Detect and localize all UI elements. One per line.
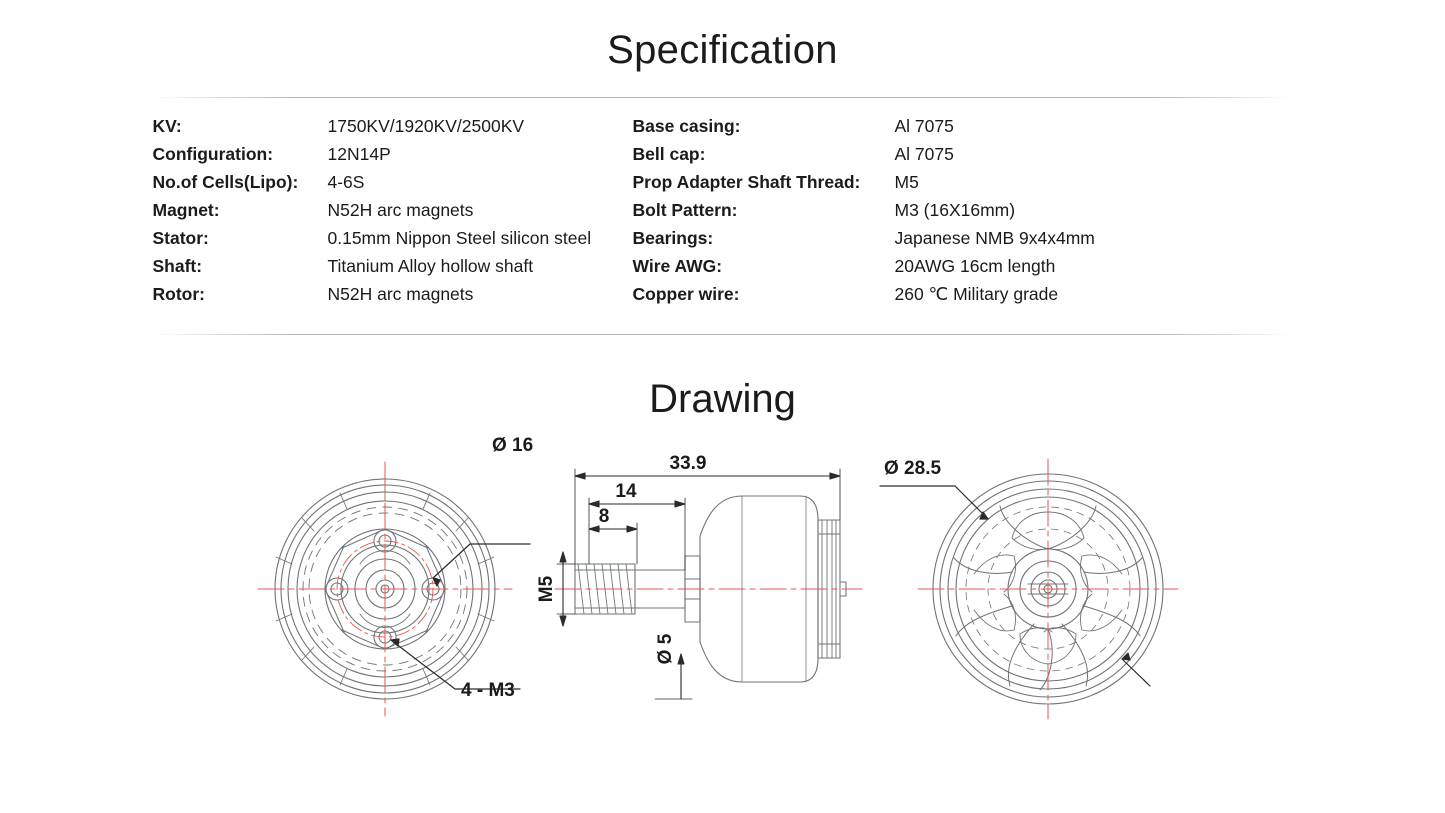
spec-key: Copper wire: (632, 284, 740, 304)
spec-key: Prop Adapter Shaft Thread: (632, 172, 861, 192)
dim-bolt-spec: 4 - M3 (461, 680, 515, 701)
spec-key: Rotor: (152, 284, 205, 304)
spec-value: N52H arc magnets (327, 200, 474, 220)
spec-value: 20AWG 16cm length (894, 256, 1056, 276)
spec-key: Base casing: (632, 116, 741, 136)
spec-column-right (633, 114, 1153, 306)
spec-key: Bearings: (632, 228, 714, 248)
spec-key: Magnet: (152, 200, 220, 220)
specification-section (0, 0, 1445, 335)
dim-shaft-exposed: 14 (615, 481, 637, 502)
dim-thread-spec: M5 (536, 575, 557, 603)
spec-value: 1750KV/1920KV/2500KV (327, 116, 525, 136)
technical-drawing (0, 424, 1445, 754)
spec-key: Shaft: (152, 256, 203, 276)
spec-key: No.of Cells(Lipo): (152, 172, 299, 192)
drawing-section (0, 377, 1445, 754)
spec-value: M5 (894, 172, 919, 192)
spec-value: N52H arc magnets (327, 284, 474, 304)
drawing-title: Drawing (649, 377, 796, 421)
spec-key: Wire AWG: (632, 256, 723, 276)
spec-column-left (153, 114, 633, 306)
spec-value: Al 7075 (894, 116, 954, 136)
dim-overall-length: 33.9 (669, 453, 707, 474)
spec-value: Al 7075 (894, 144, 954, 164)
spec-key: Bell cap: (632, 144, 706, 164)
spec-value: 0.15mm Nippon Steel silicon steel (327, 228, 592, 248)
dim-thread-length: 8 (598, 506, 610, 527)
dim-shaft-diameter: Ø 5 (655, 633, 676, 665)
spec-value: Japanese NMB 9x4x4mm (894, 228, 1095, 248)
dim-bell-diameter: Ø 28.5 (884, 458, 942, 479)
spec-value: Titanium Alloy hollow shaft (327, 256, 534, 276)
spec-value: M3 (16X16mm) (894, 200, 1016, 220)
page-title: Specification (607, 28, 838, 72)
spec-table (153, 98, 1293, 306)
spec-value: 4-6S (327, 172, 365, 192)
spec-key: Configuration: (152, 144, 274, 164)
spec-value: 260 ℃ Military grade (894, 284, 1059, 304)
drawing-view-bottom (258, 462, 530, 716)
drawing-view-side (555, 469, 862, 699)
spec-key: Stator: (152, 228, 209, 248)
spec-value: 12N14P (327, 144, 391, 164)
drawing-view-top (880, 459, 1178, 719)
dim-bolt-circle: Ø 16 (492, 435, 534, 456)
spec-key: KV: (152, 116, 182, 136)
divider-bottom (153, 334, 1293, 335)
spec-key: Bolt Pattern: (632, 200, 738, 220)
